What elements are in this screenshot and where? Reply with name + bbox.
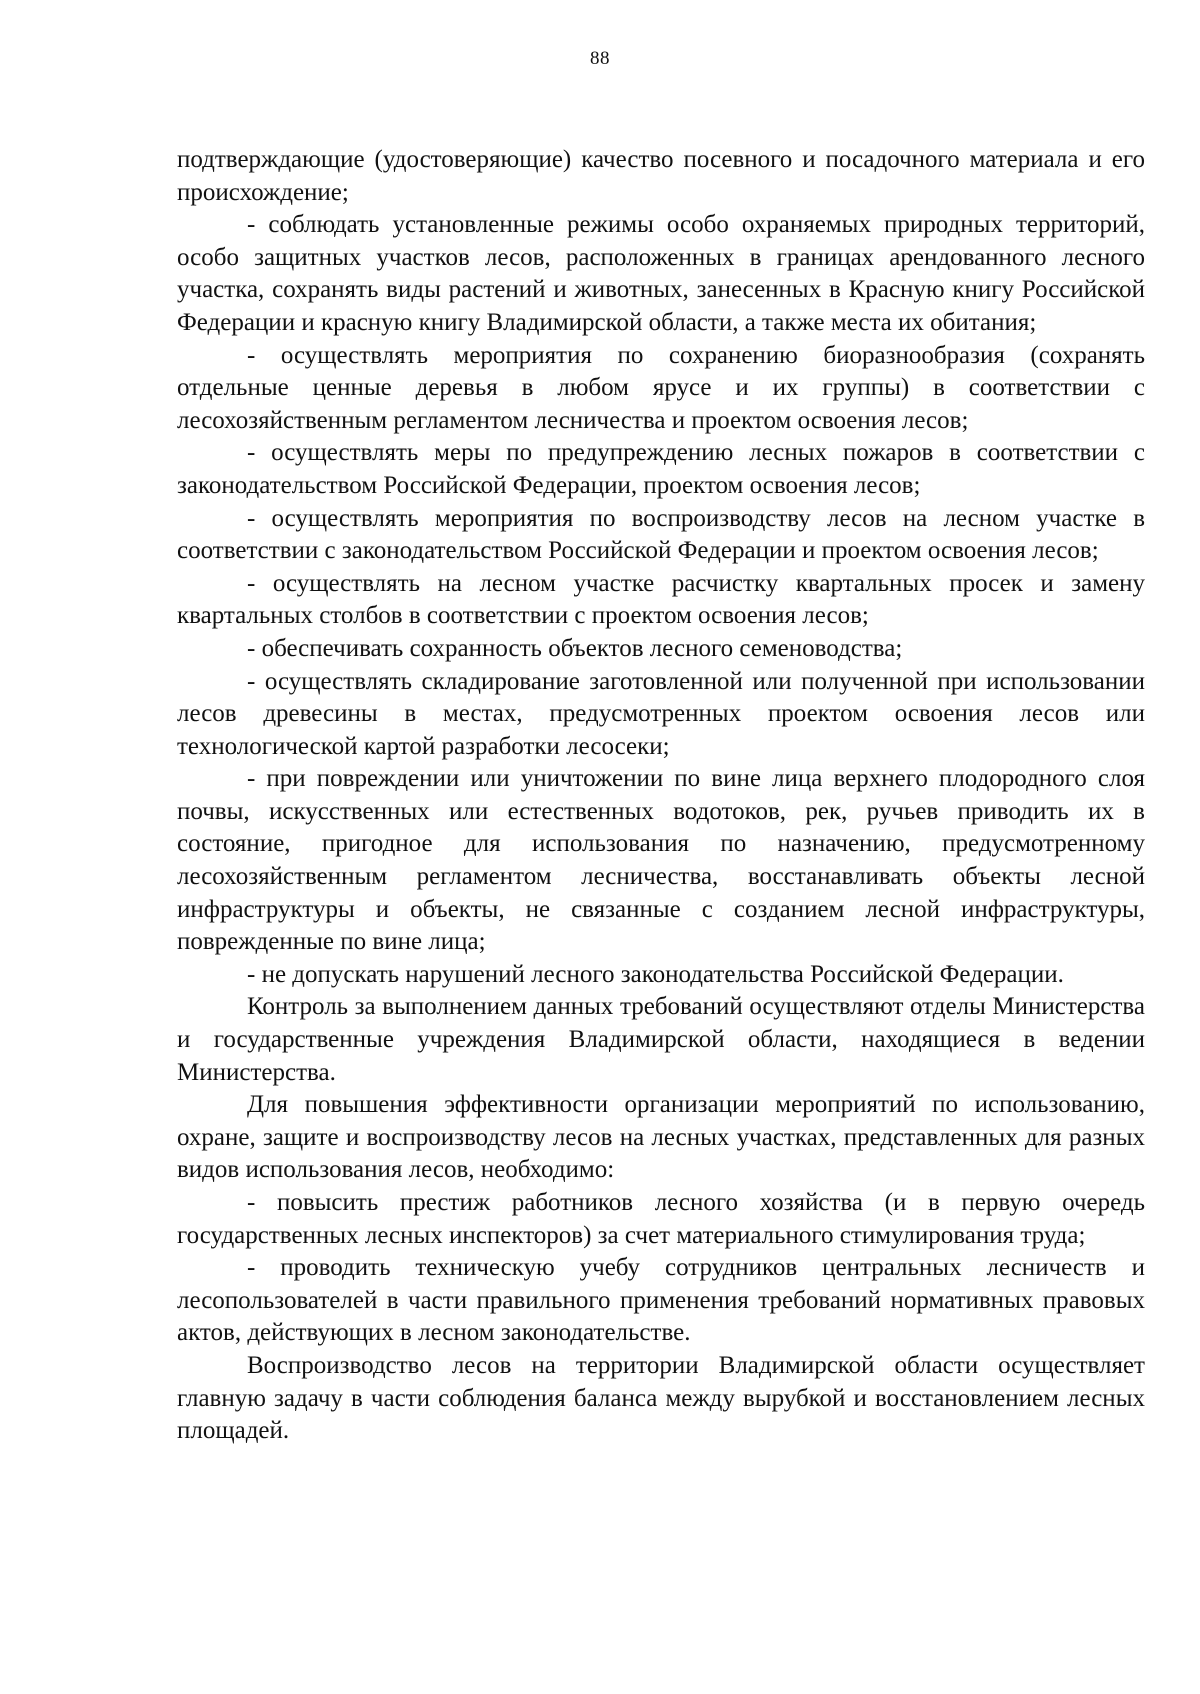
paragraph: - соблюдать установленные режимы особо охраняемых природных территорий, особо защитных участков лесов, расположенных в границах арендованного лесного участка, сохранять виды растений и животных, занесенных в Красную книгу Российской Федерации и красную книгу Владимирской области, а также места их обитания;: [177, 211, 1145, 336]
paragraph: - осуществлять меры по предупреждению лесных пожаров в соответствии с законодательством Российской Федерации, проектом освоения лесов;: [177, 439, 1145, 499]
paragraph: Воспроизводство лесов на территории Владимирской области осуществляет главную задачу в части соблюдения баланса между вырубкой и восстановлением лесных площадей.: [177, 1351, 1145, 1445]
paragraph: - не допускать нарушений лесного законодательства Российской Федерации.: [247, 960, 1064, 988]
paragraph: - обеспечивать сохранность объектов лесного семеноводства;: [247, 634, 903, 662]
page-number: 88: [590, 48, 610, 69]
paragraph: - повысить престиж работников лесного хозяйства (и в первую очередь государственных лесных инспекторов) за счет материального стимулирования труда;: [177, 1189, 1145, 1249]
paragraph: Для повышения эффективности организации мероприятий по использованию, охране, защите и воспроизводству лесов на лесных участках, представленных для разных видов использования лесов, необходимо:: [177, 1091, 1145, 1184]
paragraph-continuation: подтверждающие (удостоверяющие) качество посевного и посадочного материала и его происхождение;: [177, 146, 1145, 206]
document-body: [177, 144, 1145, 1448]
paragraph: - осуществлять складирование заготовленной или полученной при использовании лесов древесины в местах, предусмотренных проектом освоения лесов или технологической картой разработки лесосеки;: [177, 667, 1145, 760]
paragraph: - осуществлять мероприятия по сохранению биоразнообразия (сохранять отдельные ценные деревья в любом ярусе и их группы) в соответствии с лесохозяйственным регламентом лесничества и проектом освоения лесов;: [177, 341, 1145, 434]
paragraph: - при повреждении или уничтожении по вине лица верхнего плодородного слоя почвы, искусственных или естественных водотоков, рек, ручьев приводить их в состояние, пригодное для использования по назначению, предусмотренному лесохозяйственным регламентом лесничества, восстанавливать объекты лесной инфраструктуры и объекты, не связанные с созданием лесной инфраструктуры, поврежденные по вине лица;: [177, 765, 1145, 956]
paragraph: - проводить техническую учебу сотрудников центральных лесничеств и лесопользователей в части правильного применения требований нормативных правовых актов, действующих в лесном законодательстве.: [177, 1254, 1145, 1347]
paragraph: - осуществлять мероприятия по воспроизводству лесов на лесном участке в соответствии с законодательством Российской Федерации и проектом освоения лесов;: [177, 504, 1145, 565]
paragraph: Контроль за выполнением данных требований осуществляют отделы Министерства и государственные учреждения Владимирской области, находящиеся в ведении Министерства.: [177, 993, 1145, 1086]
paragraph: - осуществлять на лесном участке расчистку квартальных просек и замену квартальных столбов в соответствии с проектом освоения лесов;: [177, 569, 1145, 630]
